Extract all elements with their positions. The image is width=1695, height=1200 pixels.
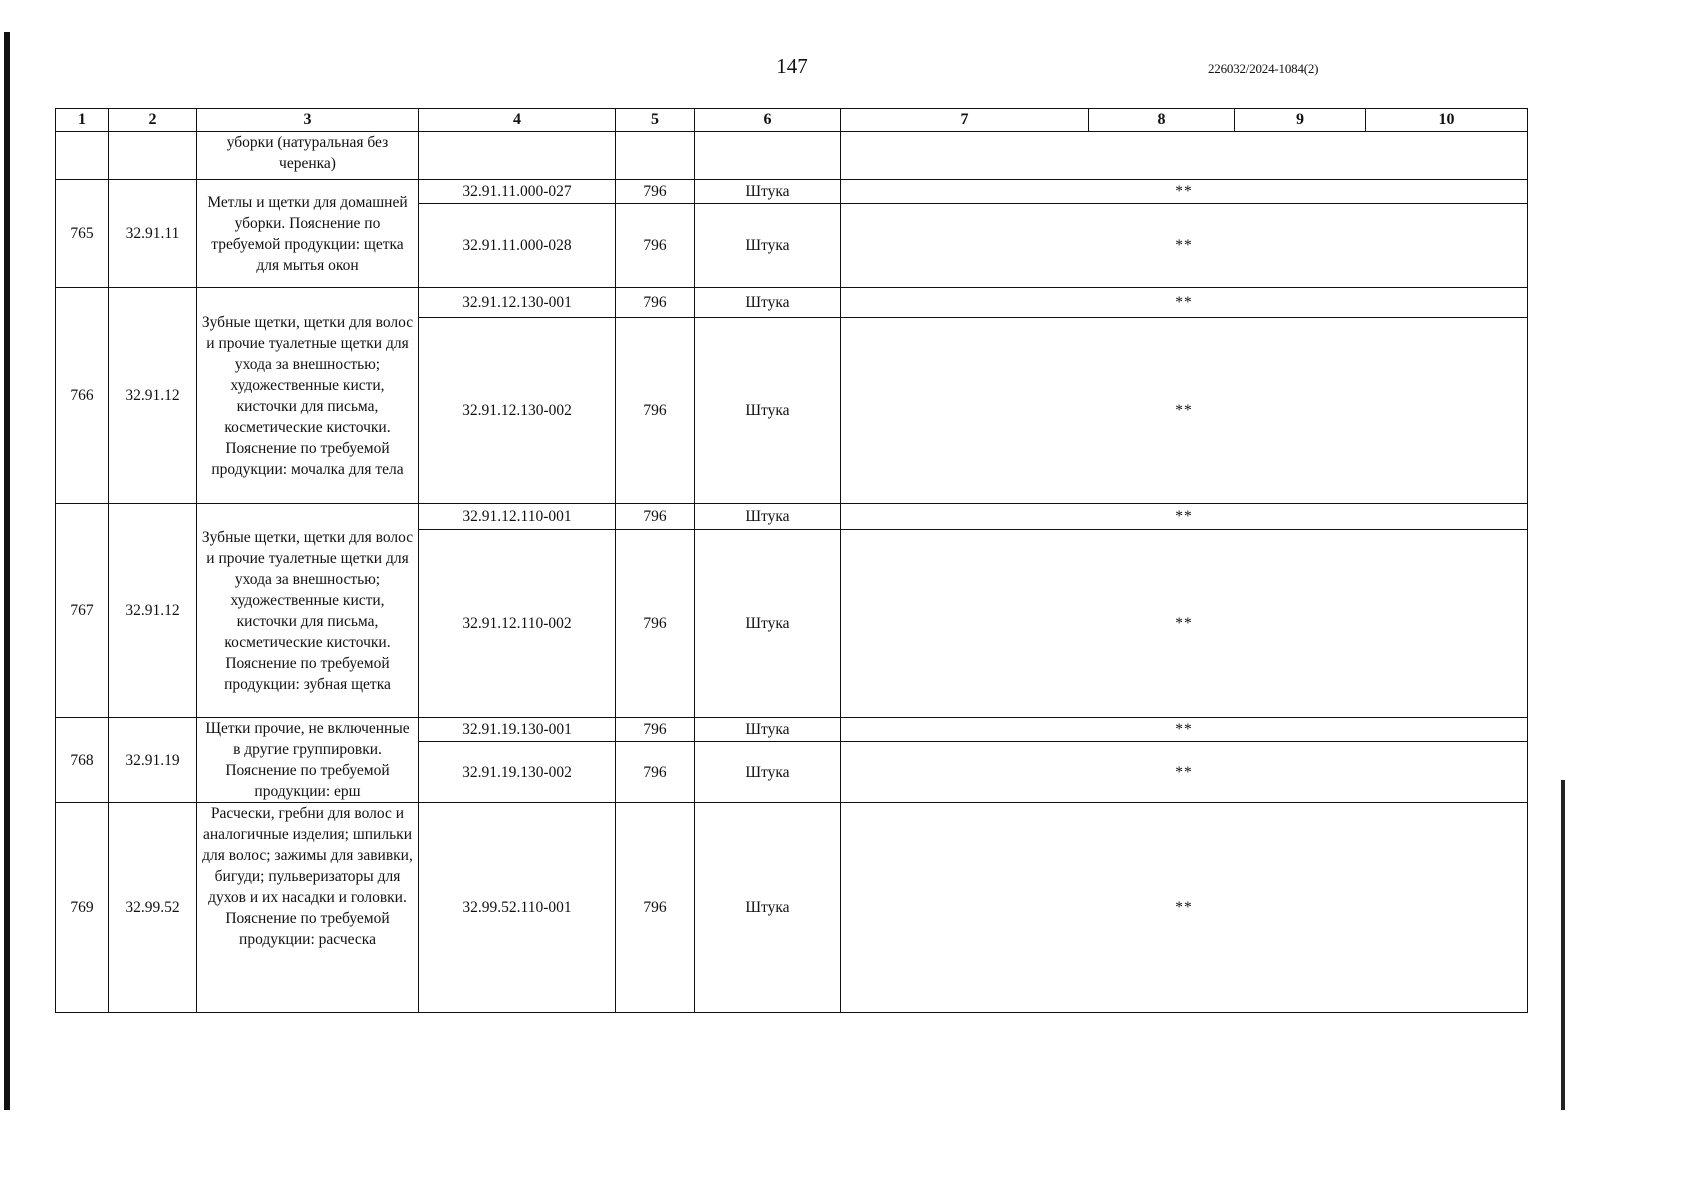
cell-empty <box>841 132 1528 180</box>
column-header: 3 <box>197 109 419 132</box>
okpd-code: 32.91.19 <box>109 718 197 803</box>
cell-empty <box>109 132 197 180</box>
column-header: 10 <box>1366 109 1528 132</box>
column-header: 8 <box>1089 109 1235 132</box>
item-description: Расчески, гребни для волос и аналогичные изделия; шпильки для волос; зажимы для завивки, бигуди; пульверизаторы для духов и их насадки и головки. Пояснение по требуемой продукции: расческа <box>197 803 419 1013</box>
products-table <box>55 108 1528 1013</box>
table-row <box>56 504 1528 530</box>
requirements-mark: ** <box>841 803 1528 1013</box>
unit-name: Штука <box>695 504 841 530</box>
row-number: 767 <box>56 504 109 718</box>
table-row <box>56 718 1528 742</box>
requirements-mark: ** <box>841 742 1528 803</box>
ktru-code: 32.91.12.130-002 <box>419 318 616 504</box>
unit-name: Штука <box>695 742 841 803</box>
unit-code: 796 <box>616 718 695 742</box>
table-row <box>56 288 1528 318</box>
unit-code: 796 <box>616 180 695 204</box>
okpd-code: 32.91.12 <box>109 288 197 504</box>
table-row <box>56 180 1528 204</box>
ktru-code: 32.91.12.110-002 <box>419 530 616 718</box>
unit-name: Штука <box>695 718 841 742</box>
column-header: 7 <box>841 109 1089 132</box>
scan-edge-left <box>4 32 10 1110</box>
unit-code: 796 <box>616 742 695 803</box>
item-description: Метлы и щетки для домашней уборки. Пояснение по требуемой продукции: щетка для мытья окон <box>197 180 419 288</box>
unit-name: Штука <box>695 204 841 288</box>
table-row <box>56 803 1528 1013</box>
column-header: 4 <box>419 109 616 132</box>
cell-empty <box>616 132 695 180</box>
row-number: 766 <box>56 288 109 504</box>
column-header: 2 <box>109 109 197 132</box>
cell-empty <box>695 132 841 180</box>
requirements-mark: ** <box>841 504 1528 530</box>
row-number: 768 <box>56 718 109 803</box>
document-reference: 226032/2024-1084(2) <box>1208 61 1319 76</box>
okpd-code: 32.91.11 <box>109 180 197 288</box>
column-header: 6 <box>695 109 841 132</box>
ktru-code: 32.91.11.000-028 <box>419 204 616 288</box>
okpd-code: 32.91.12 <box>109 504 197 718</box>
item-description: уборки (натуральная без черенка) <box>197 132 419 180</box>
unit-name: Штука <box>695 803 841 1013</box>
column-header: 1 <box>56 109 109 132</box>
ktru-code: 32.91.19.130-001 <box>419 718 616 742</box>
page-number: 147 <box>776 54 808 78</box>
unit-name: Штука <box>695 530 841 718</box>
item-description: Щетки прочие, не включенные в другие группировки. Пояснение по требуемой продукции: ерш <box>197 718 419 803</box>
requirements-mark: ** <box>841 204 1528 288</box>
item-description: Зубные щетки, щетки для волос и прочие туалетные щетки для ухода за внешностью; художественные кисти, кисточки для письма, косметические кисточки. Пояснение по требуемой продукции: мочалка для тела <box>197 288 419 504</box>
ktru-code: 32.91.11.000-027 <box>419 180 616 204</box>
row-number: 769 <box>56 803 109 1013</box>
requirements-mark: ** <box>841 530 1528 718</box>
unit-name: Штука <box>695 318 841 504</box>
requirements-mark: ** <box>841 180 1528 204</box>
requirements-mark: ** <box>841 288 1528 318</box>
unit-code: 796 <box>616 288 695 318</box>
unit-name: Штука <box>695 180 841 204</box>
column-header: 5 <box>616 109 695 132</box>
unit-code: 796 <box>616 204 695 288</box>
ktru-code: 32.91.12.130-001 <box>419 288 616 318</box>
item-description: Зубные щетки, щетки для волос и прочие туалетные щетки для ухода за внешностью; художественные кисти, кисточки для письма, косметические кисточки. Пояснение по требуемой продукции: зубная щетка <box>197 504 419 718</box>
unit-code: 796 <box>616 803 695 1013</box>
ktru-code: 32.91.12.110-001 <box>419 504 616 530</box>
unit-code: 796 <box>616 504 695 530</box>
header-row <box>56 109 1528 132</box>
cell-empty <box>56 132 109 180</box>
row-number: 765 <box>56 180 109 288</box>
ktru-code: 32.91.19.130-002 <box>419 742 616 803</box>
okpd-code: 32.99.52 <box>109 803 197 1013</box>
unit-name: Штука <box>695 288 841 318</box>
requirements-mark: ** <box>841 318 1528 504</box>
ktru-code: 32.99.52.110-001 <box>419 803 616 1013</box>
carryover-row <box>56 132 1528 180</box>
cell-empty <box>419 132 616 180</box>
unit-code: 796 <box>616 530 695 718</box>
requirements-mark: ** <box>841 718 1528 742</box>
scan-edge-right <box>1561 780 1565 1110</box>
unit-code: 796 <box>616 318 695 504</box>
column-header: 9 <box>1235 109 1366 132</box>
